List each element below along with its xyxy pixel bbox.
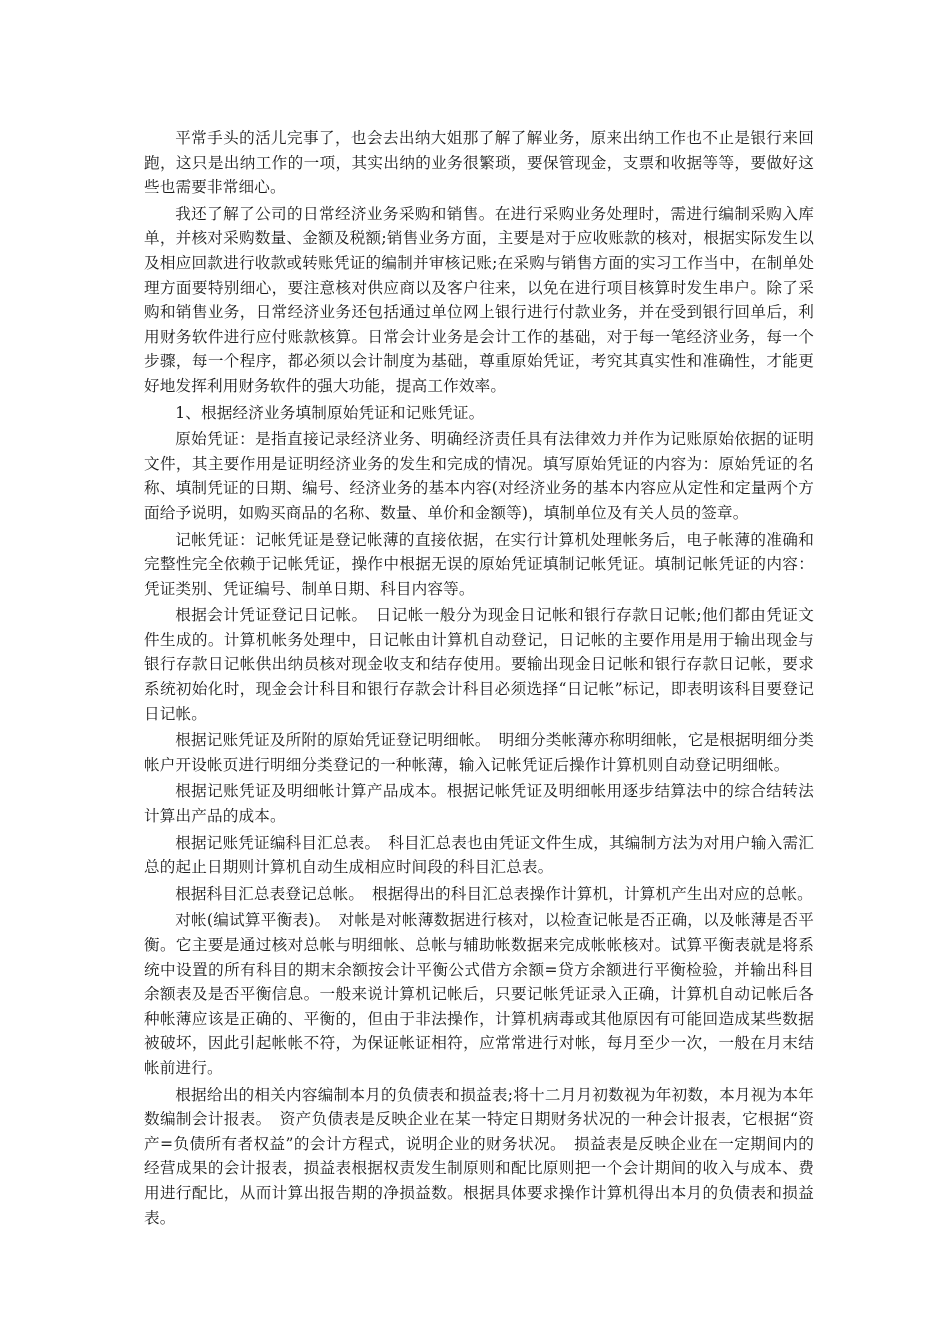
paragraph-purchase-sales: 我还了解了公司的日常经济业务采购和销售。在进行采购业务处理时，需进行编制采购入库单，并核对采购数量、金额及税额;销售业务方面，主要是对于应收账款的核对，根据实际发生以及相应回款进行收款或转账凭证的编制并审核记账;在采购与销售方面的实习工作当中，在制单处理方面要特别细心，要注意核对供应商以及客户往来，以免在进行项目核算时发生串户。除了采购和销售业务，日常经济业务还包括通过单位网上银行进行付款业务，并在受到银行回单后，利用财务软件进行应付账款核算。日常会计业务是会计工作的基础，对于每一笔经济业务，每一个步骤，每一个程序，都必须以会计制度为基础，尊重原始凭证，考究其真实性和准确性，才能更好地发挥利用财务软件的强大功能，提高工作效率。	[144, 204, 814, 395]
paragraph-journal: 根据会计凭证登记日记帐。 日记帐一般分为现金日记帐和银行存款日记帐;他们都由凭证文件生成的。计算机帐务处理中，日记帐由计算机自动登记，日记帐的主要作用是用于输出现金与银行存款日记帐供出纳员核对现金收支和结存使用。要输出现金日记帐和银行存款日记帐，要求系统初始化时，现金会计科目和银行存款会计科目必须选择“日记帐”标记，即表明该科目要登记日记帐。	[144, 606, 814, 723]
paragraph-trial-balance: 对帐(编试算平衡表)。 对帐是对帐薄数据进行核对，以检查记帐是否正确，以及帐薄是否平衡。它主要是通过核对总帐与明细帐、总帐与辅助帐数据来完成帐帐核对。试算平衡表就是将系统中设置的所有科目的期末余额按会计平衡公式借方余额=贷方余额进行平衡检验，并输出科目余额表及是否平衡信息。一般来说计算机记帐后，只要记帐凭证录入正确，计算机自动记帐后各种帐薄应该是正确的、平衡的，但由于非法操作，计算机病毒或其他原因有可能回造成某些数据被破坏，因此引起帐帐不符，为保证帐证相符，应常常进行对帐，每月至少一次，一般在月末结帐前进行。	[144, 911, 814, 1077]
paragraph-financial-statements: 根据给出的相关内容编制本月的负债表和损益表;将十二月月初数视为年初数，本月视为本年数编制会计报表。 资产负债表是反映企业在某一特定日期财务状况的一种会计报表，它根据“资产=负债所有者权益”的会计方程式，说明企业的财务状况。 损益表是反映企业在一定期间内的经营成果的会计报表，损益表根据权责发生制原则和配比原则把一个会计期间的收入与成本、费用进行配比，从而计算出报告期的净损益数。根据具体要求操作计算机得出本月的负债表和损益表。	[144, 1085, 814, 1227]
paragraph-cashier-work: 平常手头的活儿完事了，也会去出纳大姐那了解了解业务，原来出纳工作也不止是银行来回跑，这只是出纳工作的一项，其实出纳的业务很繁琐，要保管现金，支票和收据等等，要做好这些也需要非常细心。	[144, 129, 814, 197]
document-body	[144, 126, 814, 1232]
paragraph-product-cost: 根据记账凭证及明细帐计算产品成本。根据记帐凭证及明细帐用逐步结算法中的综合结转法计算出产品的成本。	[144, 782, 814, 826]
paragraph-bookkeeping-voucher: 记帐凭证：记帐凭证是登记帐薄的直接依据，在实行计算机处理帐务后，电子帐薄的准确和完整性完全依赖于记帐凭证，操作中根据无误的原始凭证填制记帐凭证。填制记帐凭证的内容：凭证类别、凭证编号、制单日期、科目内容等。	[144, 530, 814, 598]
paragraph-detail-ledger: 根据记账凭证及所附的原始凭证登记明细帐。 明细分类帐薄亦称明细帐，它是根据明细分类帐户开设帐页进行明细分类登记的一种帐薄，输入记帐凭证后操作计算机则自动登记明细帐。	[144, 731, 814, 774]
paragraph-original-voucher: 原始凭证：是指直接记录经济业务、明确经济责任具有法律效力并作为记账原始依据的证明文件，其主要作用是证明经济业务的发生和完成的情况。填写原始凭证的内容为：原始凭证的名称、填制凭证的日期、编号、经济业务的基本内容(对经济业务的基本内容应从定性和定量两个方面给予说明，如购买商品的名称、数量、单价和金额等)，填制单位及有关人员的签章。	[144, 430, 814, 522]
paragraph-account-summary: 根据记账凭证编科目汇总表。 科目汇总表也由凭证文件生成，其编制方法为对用户输入需汇总的起止日期则计算机自动生成相应时间段的科目汇总表。	[144, 833, 814, 877]
paragraph-heading-vouchers: 1、根据经济业务填制原始凭证和记账凭证。	[175, 403, 485, 422]
paragraph-general-ledger: 根据科目汇总表登记总帐。 根据得出的科目汇总表操作计算机，计算机产生出对应的总帐。	[175, 884, 813, 903]
